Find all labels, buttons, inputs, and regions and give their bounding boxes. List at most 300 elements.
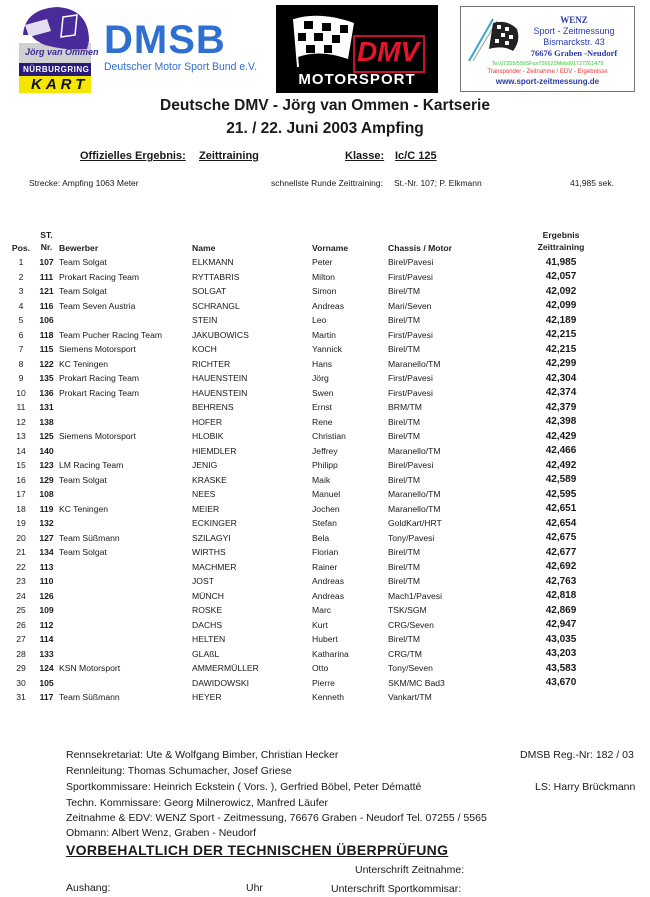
dmv-motorsport-logo [276, 5, 438, 93]
start-number-cell: 124 [39, 663, 54, 674]
start-number-cell: 106 [39, 315, 54, 326]
surname-cell: HAUENSTEIN [192, 387, 248, 398]
entrant-cell [59, 415, 192, 430]
start-number-cell: 105 [39, 677, 54, 688]
lap-time-cell: 42,379 [545, 401, 577, 413]
position-cell: 16 [16, 474, 26, 485]
col-header-start-number: ST. Nr. [40, 230, 53, 252]
position-cell: 25 [16, 605, 26, 616]
surname-cell: ROSKE [192, 605, 223, 616]
chassis-cell: CRG/Seven [388, 619, 434, 630]
firstname-cell: Jeffrey [312, 445, 338, 456]
entrant-cell [59, 574, 192, 589]
table-row [8, 342, 604, 357]
sports-stewards: Sportkommissare: Heinrich Eckstein ( Vors. ), Gerfried Böbel, Peter Dématté [66, 781, 422, 793]
surname-cell: STEIN [192, 315, 218, 326]
chassis-cell: Mari/Seven [388, 300, 432, 311]
lap-time-cell: 42,092 [545, 285, 577, 297]
lap-time-cell: 42,466 [545, 445, 577, 457]
start-number-cell: 109 [39, 605, 54, 616]
firstname-cell: Hans [312, 358, 333, 369]
fastest-lap-driver: St.-Nr. 107; P. Elkmann [394, 178, 482, 188]
entrant-cell: Team Solgat [59, 547, 107, 558]
table-row [8, 502, 604, 517]
chassis-cell: Birel/TM [388, 576, 420, 587]
chassis-cell: Birel/TM [388, 547, 420, 558]
position-cell: 26 [16, 619, 26, 630]
firstname-cell: Jochen [312, 503, 340, 514]
firstname-cell: Manuel [312, 489, 341, 500]
table-row [8, 270, 604, 285]
chassis-cell: Birel/Pavesi [388, 460, 434, 471]
chassis-cell: First/Pavesi [388, 387, 433, 398]
start-number-cell: 110 [39, 576, 54, 587]
position-cell: 15 [16, 460, 26, 471]
position-cell: 11 [16, 402, 26, 413]
joerg-van-ommen-kart-logo [17, 5, 99, 95]
firstname-cell: Ernst [312, 402, 333, 413]
start-number-cell: 125 [39, 431, 54, 442]
lap-time-cell: 43,670 [545, 677, 577, 689]
surname-cell: HEYER [192, 692, 222, 703]
chassis-cell: Birel/Pavesi [388, 257, 434, 268]
position-cell: 17 [16, 489, 26, 500]
start-number-cell: 135 [39, 373, 54, 384]
surname-cell: SCHRANGL [192, 300, 240, 311]
entrant-cell: Team Solgat [59, 257, 107, 268]
col-header-result: Ergebnis Zeittraining [537, 230, 585, 252]
entrant-cell: Siemens Motorsport [59, 431, 136, 442]
chassis-cell: Birel/TM [388, 315, 420, 326]
surname-cell: HLOBIK [192, 431, 224, 442]
table-row [8, 618, 604, 633]
start-number-cell: 118 [39, 329, 54, 340]
position-cell: 27 [16, 634, 26, 645]
chassis-cell: Maranello/TM [388, 489, 441, 500]
surname-cell: RYTTABRIS [192, 271, 240, 282]
dmsb-logo [104, 18, 257, 73]
position-cell: 22 [16, 561, 26, 572]
lap-time-cell: 42,818 [545, 590, 577, 602]
table-row [8, 313, 604, 328]
entrant-cell [59, 313, 192, 328]
surname-cell: HELTEN [192, 634, 226, 645]
firstname-cell: Yannick [312, 344, 342, 355]
table-row [8, 371, 604, 386]
firstname-cell: Andreas [312, 590, 345, 601]
lap-time-cell: 42,763 [545, 575, 577, 587]
position-cell: 7 [18, 344, 24, 355]
col-header-name: Name [192, 243, 216, 253]
table-row [8, 531, 604, 546]
chassis-cell: Birel/TM [388, 474, 420, 485]
start-number-cell: 117 [39, 692, 54, 703]
surname-cell: JENIG [192, 460, 218, 471]
firstname-cell: Kenneth [312, 692, 345, 703]
lap-time-cell: 42,299 [545, 358, 577, 370]
table-row [8, 299, 604, 314]
lap-time-cell: 42,215 [545, 329, 577, 341]
start-number-cell: 134 [39, 547, 54, 558]
entrant-cell: Team Seven Austria [59, 300, 136, 311]
surname-cell: JAKUBOWICS [192, 329, 249, 340]
position-cell: 29 [16, 663, 26, 674]
surname-cell: SZILAGYI [192, 532, 231, 543]
lap-time-cell: 42,869 [545, 604, 577, 616]
time-label: Uhr [246, 882, 263, 894]
entrant-cell: Prokart Racing Team [59, 271, 140, 282]
wenz-logo-city: 76676 Graben -Neudorf [530, 48, 618, 58]
col-header-vorname: Vorname [312, 243, 349, 253]
wenz-logo-address: Bismarckstr. 43 [543, 37, 605, 47]
table-row [8, 661, 604, 676]
entrant-cell: KC Teningen [59, 503, 109, 514]
start-number-cell: 115 [39, 344, 54, 355]
lap-time-cell: 41,985 [545, 256, 577, 268]
firstname-cell: Rainer [312, 561, 338, 572]
surname-cell: ELKMANN [192, 257, 234, 268]
entrant-cell [59, 676, 192, 691]
entrant-cell: Siemens Motorsport [59, 344, 136, 355]
race-direction: Rennleitung: Thomas Schumacher, Josef Griese [66, 765, 292, 777]
fastest-lap-label: schnellste Runde Zeittraining: [271, 178, 383, 188]
chassis-cell: Birel/TM [388, 286, 420, 297]
firstname-cell: Peter [312, 257, 333, 268]
chassis-cell: CRG/TM [388, 648, 422, 659]
result-type: Zeittraining [199, 150, 259, 162]
wenz-logo-line2: Sport - Zeitmessung [533, 26, 615, 36]
start-number-cell: 127 [39, 532, 54, 543]
position-cell: 3 [18, 286, 24, 297]
lap-time-cell: 43,035 [545, 633, 577, 645]
chassis-cell: Birel/TM [388, 344, 420, 355]
lap-time-cell: 42,651 [545, 503, 577, 515]
entrant-cell [59, 560, 192, 575]
firstname-cell: Florian [312, 547, 339, 558]
obmann-info: Obmann: Albert Wenz, Graben - Neudorf [66, 827, 257, 839]
firstname-cell: Jörg [312, 373, 329, 384]
dmsb-logo-subtitle: Deutscher Motor Sport Bund e.V. [104, 61, 257, 73]
table-row [8, 255, 604, 270]
lap-time-cell: 42,189 [545, 314, 577, 326]
wenz-logo-phone: Tel.07255/5565Fax726623Mobil01727261479 [491, 61, 604, 67]
chassis-cell: Birel/TM [388, 416, 420, 427]
firstname-cell: Kurt [312, 619, 328, 630]
table-row [8, 589, 604, 604]
surname-cell: NEES [192, 489, 216, 500]
surname-cell: ECKINGER [192, 518, 237, 529]
lap-time-cell: 43,583 [545, 662, 577, 674]
wenz-zeitmessung-logo [460, 6, 635, 92]
position-cell: 4 [18, 300, 24, 311]
surname-cell: BEHRENS [192, 402, 234, 413]
table-row [8, 415, 604, 430]
position-cell: 14 [16, 445, 26, 456]
start-number-cell: 133 [39, 648, 54, 659]
surname-cell: MACHMER [192, 561, 237, 572]
start-number-cell: 140 [39, 445, 54, 456]
surname-cell: KOCH [192, 344, 217, 355]
ls-info: LS: Harry Brückmann [535, 781, 636, 793]
chassis-cell: Maranello/TM [388, 503, 441, 514]
firstname-cell: Stefan [312, 518, 337, 529]
position-cell: 5 [18, 315, 24, 326]
entrant-cell: Team Süßmann [59, 692, 120, 703]
firstname-cell: Andreas [312, 300, 345, 311]
surname-cell: KRASKE [192, 474, 227, 485]
chassis-cell: Tony/Seven [388, 663, 433, 674]
table-row [8, 632, 604, 647]
start-number-cell: 114 [39, 634, 54, 645]
entrant-cell [59, 444, 192, 459]
position-cell: 13 [16, 431, 26, 442]
lap-time-cell: 42,654 [545, 517, 577, 529]
surname-cell: MÜNCH [192, 590, 224, 601]
firstname-cell: Swen [312, 387, 334, 398]
entrant-cell: LM Racing Team [59, 460, 124, 471]
race-secretariat: Rennsekretariat: Ute & Wolfgang Bimber, Christian Hecker [66, 749, 339, 761]
position-cell: 21 [16, 547, 26, 558]
timing-info: Zeitnahme & EDV: WENZ Sport - Zeitmessung, 76676 Graben - Neudorf Tel. 07255 / 5565 [66, 812, 487, 824]
firstname-cell: Andreas [312, 576, 345, 587]
firstname-cell: Milton [312, 271, 335, 282]
event-date: 21. / 22. Juni 2003 Ampfing [226, 120, 424, 137]
table-row [8, 574, 604, 589]
entrant-cell: KC Teningen [59, 358, 109, 369]
lap-time-cell: 42,595 [545, 488, 577, 500]
results-table [8, 225, 604, 705]
firstname-cell: Simon [312, 286, 337, 297]
wenz-logo-name: WENZ [560, 15, 588, 25]
entrant-cell: Team Pucher Racing Team [59, 329, 163, 340]
table-row [8, 473, 604, 488]
position-cell: 12 [16, 416, 26, 427]
fastest-lap-time: 41,985 sek. [570, 178, 614, 188]
start-number-cell: 111 [39, 271, 54, 282]
chassis-cell: Tony/Pavesi [388, 532, 435, 543]
table-row [8, 487, 604, 502]
table-row [8, 458, 604, 473]
entrant-cell [59, 632, 192, 647]
entrant-cell: Team Solgat [59, 474, 107, 485]
table-row [8, 545, 604, 560]
chassis-cell: Birel/TM [388, 561, 420, 572]
lap-time-cell: 42,692 [545, 561, 577, 573]
lap-time-cell: 43,203 [545, 648, 577, 660]
firstname-cell: Hubert [312, 634, 338, 645]
firstname-cell: Bela [312, 532, 330, 543]
start-number-cell: 107 [39, 257, 54, 268]
chassis-cell: TSK/SGM [388, 605, 427, 616]
position-cell: 20 [16, 532, 26, 543]
page-title: Deutsche DMV - Jörg van Ommen - Kartserie [160, 97, 490, 114]
table-row [8, 357, 604, 372]
table-row [8, 444, 604, 459]
start-number-cell: 123 [39, 460, 54, 471]
firstname-cell: Marc [312, 605, 332, 616]
entrant-cell [59, 516, 192, 531]
position-cell: 28 [16, 648, 26, 659]
dmsb-registration: DMSB Reg.-Nr: 182 / 03 [520, 749, 634, 761]
entrant-cell: Prokart Racing Team [59, 387, 140, 398]
table-row [8, 690, 604, 705]
chassis-cell: Birel/TM [388, 634, 420, 645]
chassis-cell: SKM/MC Bad3 [388, 677, 445, 688]
position-cell: 18 [16, 503, 26, 514]
surname-cell: MEIER [192, 503, 220, 514]
firstname-cell: Pierre [312, 677, 335, 688]
position-cell: 6 [18, 329, 24, 340]
lap-time-cell: 42,398 [545, 416, 577, 428]
posting-label: Aushang: [66, 882, 111, 894]
chassis-cell: Vankart/TM [388, 692, 432, 703]
table-row [8, 386, 604, 401]
position-cell: 30 [16, 677, 26, 688]
firstname-cell: Maik [312, 474, 331, 485]
chassis-cell: GoldKart/HRT [388, 518, 442, 529]
lap-time-cell: 42,429 [545, 430, 577, 442]
table-header-row [8, 225, 604, 255]
dmv-logo-text: DMV [357, 36, 420, 67]
start-number-cell: 113 [39, 561, 54, 572]
lap-time-cell: 42,215 [545, 343, 577, 355]
start-number-cell: 132 [39, 518, 54, 529]
chassis-cell: First/Pavesi [388, 329, 433, 340]
start-number-cell: 129 [39, 474, 54, 485]
position-cell: 2 [18, 271, 24, 282]
start-number-cell: 116 [39, 300, 54, 311]
position-cell: 10 [16, 387, 26, 398]
surname-cell: HOFER [192, 416, 223, 427]
signature-timing-label: Unterschrift Zeitnahme: [355, 864, 465, 876]
firstname-cell: Leo [312, 315, 327, 326]
col-header-pos: Pos. [11, 243, 31, 253]
surname-cell: WIRTHS [192, 547, 226, 558]
result-label: Offizielles Ergebnis: [80, 150, 186, 162]
chassis-cell: First/Pavesi [388, 271, 433, 282]
start-number-cell: 136 [39, 387, 54, 398]
lap-time-cell [518, 690, 604, 705]
dmsb-logo-text: DMSB [104, 18, 226, 62]
entrant-cell: Prokart Racing Team [59, 373, 140, 384]
position-cell: 31 [16, 692, 26, 703]
lap-time-cell: 42,492 [545, 459, 577, 471]
lap-time-cell: 42,304 [545, 372, 577, 384]
class-label: Klasse: [345, 150, 385, 162]
col-header-bewerber: Bewerber [59, 243, 99, 253]
surname-cell: RICHTER [192, 358, 231, 369]
position-cell: 19 [16, 518, 26, 529]
wenz-logo-services: Transponder - Zeitnahme / EDV - Ergebnisse [487, 69, 608, 75]
start-number-cell: 119 [39, 503, 54, 514]
chassis-cell: Maranello/TM [388, 358, 441, 369]
firstname-cell: Martin [312, 329, 336, 340]
table-row [8, 400, 604, 415]
entrant-cell [59, 487, 192, 502]
table-row [8, 328, 604, 343]
chassis-cell: First/Pavesi [388, 373, 433, 384]
start-number-cell: 108 [39, 489, 54, 500]
start-number-cell: 126 [39, 590, 54, 601]
chassis-cell: Birel/TM [388, 431, 420, 442]
table-row [8, 516, 604, 531]
entrant-cell [59, 400, 192, 415]
entrant-cell: KSN Motorsport [59, 663, 121, 674]
checkered-flag-icon [290, 13, 360, 69]
entrant-cell: Team Süßmann [59, 532, 120, 543]
table-row [8, 429, 604, 444]
firstname-cell: Philipp [312, 460, 338, 471]
surname-cell: DACHS [192, 619, 223, 630]
col-header-chassis: Chassis / Motor [388, 243, 452, 253]
surname-cell: JOST [192, 576, 214, 587]
surname-cell: AMMERMÜLLER [192, 663, 259, 674]
kart-logo-kart: KART [31, 76, 89, 93]
signature-steward-label: Unterschrift Sportkommisar: [331, 883, 462, 895]
surname-cell: DAWIDOWSKI [192, 677, 249, 688]
start-number-cell: 131 [39, 402, 54, 413]
start-number-cell: 138 [39, 416, 54, 427]
firstname-cell: Otto [312, 663, 329, 674]
table-row [8, 603, 604, 618]
disclaimer-heading: VORBEHALTLICH DER TECHNISCHEN ÜBERPRÜFUNG [66, 842, 449, 858]
lap-time-cell: 42,589 [545, 474, 577, 486]
kart-logo-nurburgring: NÜRBURGRING [23, 65, 90, 74]
table-row [8, 676, 604, 691]
firstname-cell: Katharina [312, 648, 349, 659]
surname-cell: HIEMDLER [192, 445, 237, 456]
start-number-cell: 121 [39, 286, 54, 297]
position-cell: 23 [16, 576, 26, 587]
class-value: Ic/C 125 [395, 150, 437, 162]
lap-time-cell: 42,677 [545, 546, 577, 558]
technical-stewards: Techn. Kommissare: Georg Milnerowicz, Manfred Läufer [66, 797, 329, 809]
entrant-cell: Team Solgat [59, 286, 107, 297]
entrant-cell [59, 589, 192, 604]
kart-logo-name: Jörg van Ommen [25, 47, 99, 57]
entrant-cell [59, 647, 192, 662]
start-number-cell: 112 [39, 619, 54, 630]
position-cell: 9 [18, 373, 24, 384]
surname-cell: HAUENSTEIN [192, 373, 248, 384]
surname-cell: GLAßL [192, 648, 220, 659]
table-row [8, 647, 604, 662]
dmv-logo-motorsport: MOTORSPORT [298, 71, 416, 88]
lap-time-cell: 42,675 [545, 532, 577, 544]
firstname-cell: Rene [312, 416, 333, 427]
start-number-cell: 122 [39, 358, 54, 369]
table-row [8, 560, 604, 575]
entrant-cell [59, 603, 192, 618]
chassis-cell: Maranello/TM [388, 445, 441, 456]
lap-time-cell: 42,099 [545, 300, 577, 312]
chassis-cell: Mach1/Pavesi [388, 590, 442, 601]
checkered-flag-icon [467, 15, 525, 63]
track-info: Strecke: Ampfing 1063 Meter [29, 178, 139, 188]
position-cell: 24 [16, 590, 26, 601]
firstname-cell: Christian [312, 431, 346, 442]
lap-time-cell: 42,057 [545, 271, 577, 283]
surname-cell: SOLGAT [192, 286, 227, 297]
position-cell: 8 [18, 358, 24, 369]
chassis-cell: BRM/TM [388, 402, 422, 413]
wenz-logo-url: www.sport-zeitmessung.de [495, 77, 600, 86]
table-row [8, 284, 604, 299]
position-cell: 1 [18, 257, 24, 268]
lap-time-cell: 42,374 [545, 387, 577, 399]
entrant-cell [59, 618, 192, 633]
lap-time-cell: 42,947 [545, 619, 577, 631]
